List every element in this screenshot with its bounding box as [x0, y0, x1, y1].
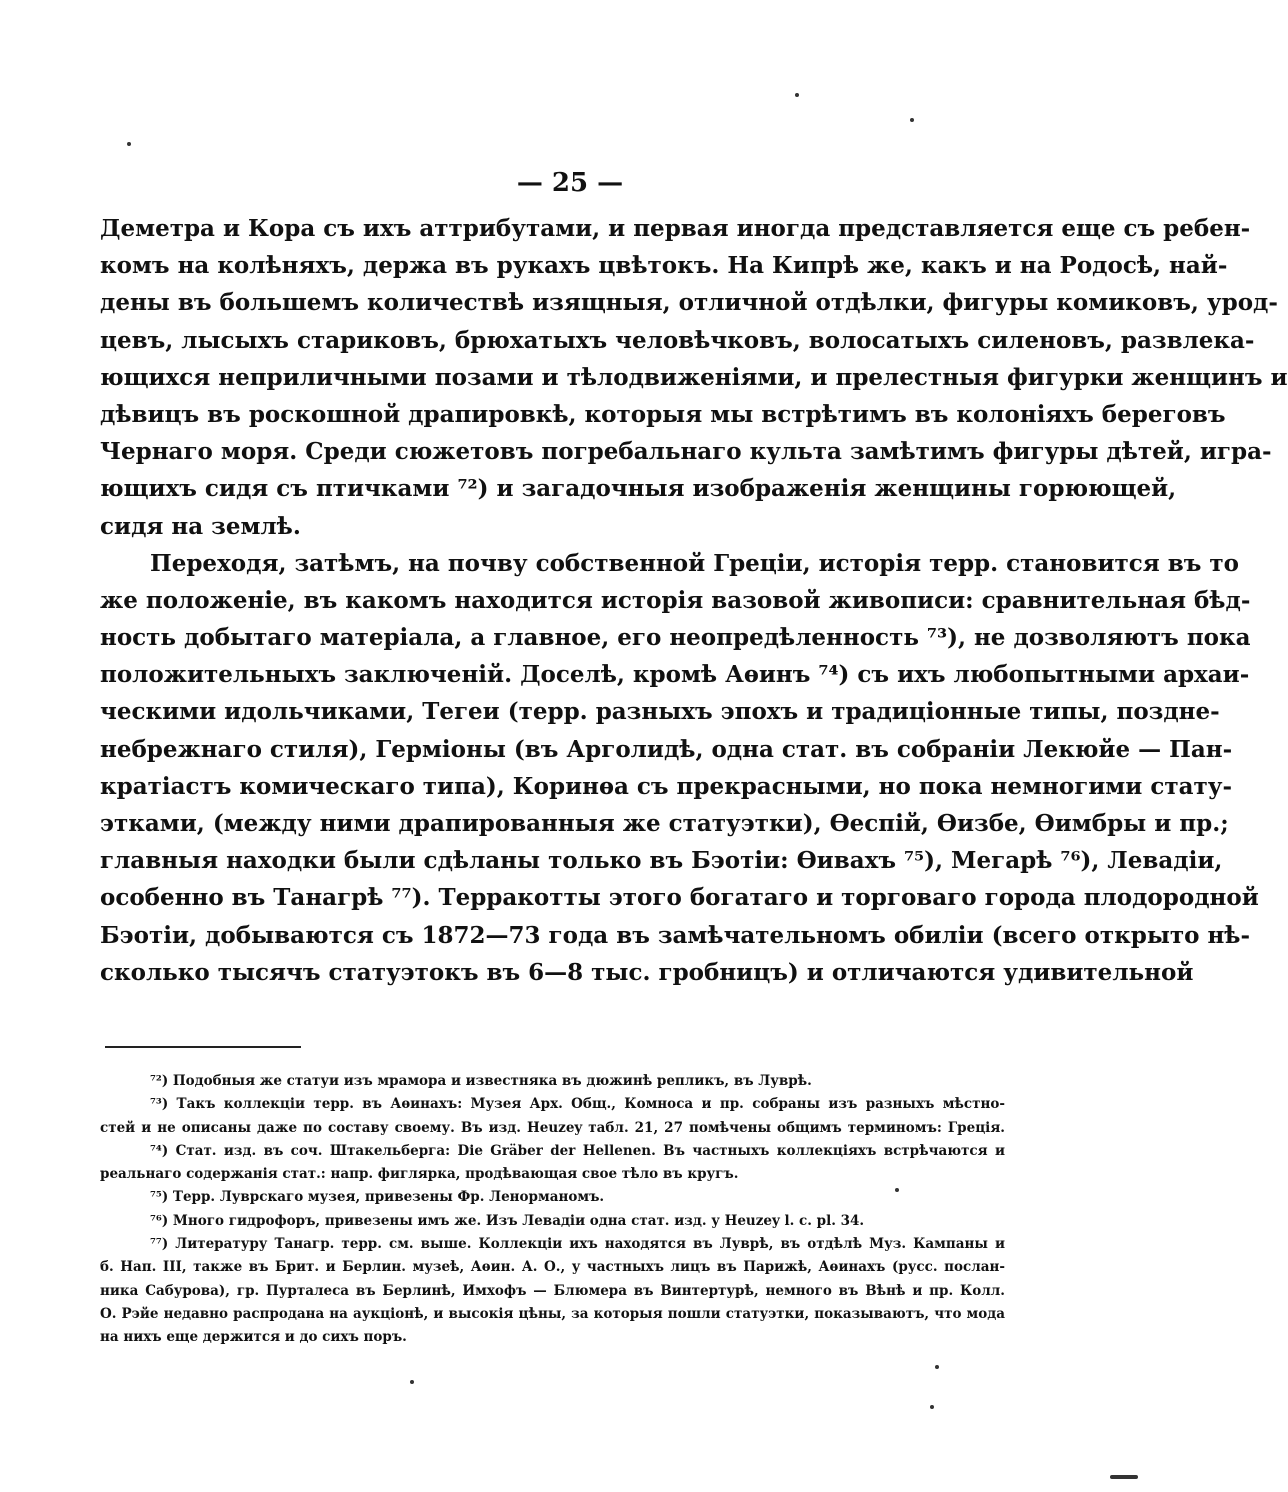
- footnote-line: ⁷⁴) Стат. изд. въ соч. Штакельберга: Die Gräber der Hellenen. Въ частныхъ коллекціяхъ встрѣчаются и: [150, 1142, 1005, 1159]
- text-line: этками, (между ними драпированныя же статуэтки), Ѳеспій, Ѳизбе, Ѳимбры и пр.;: [100, 810, 1229, 837]
- text-line: ющихъ сидя съ птичками ⁷²) и загадочныя изображенія женщины горюющей,: [100, 475, 1177, 503]
- text-line: небрежнаго стиля), Герміоны (въ Арголидѣ, одна стат. въ собраніи Лекюйе — Пан-: [100, 735, 1233, 763]
- text-line: дены въ большемъ количествѣ изящныя, отличной отдѣлки, фигуры комиковъ, урод-: [100, 289, 1278, 317]
- footnote-line: ника Сабурова), гр. Пурталеса въ Берлинѣ, Имхофъ — Блюмера въ Винтертурѣ, немного въ Вѣнѣ и пр. Колл.: [100, 1282, 1005, 1299]
- text-line: главныя находки были сдѣланы только въ Бэотіи: Ѳивахъ ⁷⁵), Мегарѣ ⁷⁶), Левадіи,: [100, 847, 1223, 875]
- text-line: сидя на землѣ.: [100, 512, 301, 540]
- footnote-line: ⁷⁶) Много гидрофоръ, привезены имъ же. Изъ Левадіи одна стат. изд. у Heuzey l. c. pl. 34.: [150, 1212, 865, 1229]
- footnote-line: реальнаго содержанія стат.: напр. фиглярка, продѣвающая свое тѣло въ кругъ.: [100, 1166, 739, 1183]
- footnote-line: ⁷³) Такъ коллекціи терр. въ Аѳинахъ: Музея Арх. Общ., Комноса и пр. собраны изъ разныхъ мѣстно-: [150, 1096, 1005, 1113]
- footnote-line: ⁷²) Подобныя же статуи изъ мрамора и известняка въ дюжинѣ репликъ, въ Луврѣ.: [150, 1073, 812, 1089]
- text-line: Деметра и Кора съ ихъ аттрибутами, и первая иногда представляется еще съ ребен-: [100, 215, 1251, 242]
- footnote-line: стей и не описаны даже по составу своему. Въ изд. Heuzey табл. 21, 27 помѣчены общимъ терминомъ: Греція.: [100, 1119, 1005, 1136]
- scan-speck: [127, 142, 131, 146]
- text-line: Чернаго моря. Среди сюжетовъ погребальнаго культа замѣтимъ фигуры дѣтей, игра-: [100, 438, 1272, 466]
- scan-speck: [895, 1188, 899, 1192]
- scan-speck: [930, 1405, 934, 1409]
- main-text: [100, 210, 1288, 991]
- footnote-separator: [105, 1046, 301, 1048]
- scan-speck: [935, 1365, 939, 1369]
- text-line: Переходя, затѣмъ, на почву собственной Греціи, исторія терр. становится въ то: [150, 549, 1239, 577]
- footnote-line: на нихъ еще держится и до сихъ поръ.: [100, 1329, 407, 1346]
- footnote-line: ⁷⁵) Терр. Луврскаго музея, привезены Фр. Ленорманомъ.: [150, 1189, 605, 1206]
- text-line: же положеніе, въ какомъ находится исторія вазовой живописи: сравнительная бѣд-: [100, 586, 1251, 614]
- text-line: Бэотіи, добываются съ 1872—73 года въ замѣчательномъ обиліи (всего открыто нѣ-: [100, 921, 1251, 949]
- scan-speck: [795, 93, 799, 97]
- text-line: дѣвицъ въ роскошной драпировкѣ, которыя мы встрѣтимъ въ колоніяхъ береговъ: [100, 400, 1226, 428]
- footnote-line: ⁷⁷) Литературу Танагр. терр. см. выше. Коллекціи ихъ находятся въ Луврѣ, въ отдѣлѣ Муз. Кампаны и: [150, 1236, 1005, 1253]
- text-line: положительныхъ заключеній. Доселѣ, кромѣ Аѳинъ ⁷⁴) съ ихъ любопытными архаи-: [100, 661, 1250, 689]
- text-line: ющихся неприличными позами и тѣлодвиженіями, и прелестныя фигурки женщинъ и: [100, 363, 1288, 391]
- page-number: — 25 —: [516, 168, 624, 198]
- scan-speck: [410, 1380, 414, 1384]
- text-line: ческими идольчиками, Тегеи (терр. разныхъ эпохъ и традиціонные типы, поздне-: [100, 698, 1220, 726]
- text-line: комъ на колѣняхъ, держа въ рукахъ цвѣтокъ. На Кипрѣ же, какъ и на Родосѣ, най-: [100, 252, 1228, 280]
- text-line: кратіастъ комическаго типа), Коринѳа съ прекрасными, но пока немногими стату-: [100, 772, 1233, 800]
- text-line: особенно въ Танагрѣ ⁷⁷). Терракотты этого богатаго и торговаго города плодородной: [100, 884, 1259, 912]
- scan-speck: [910, 118, 914, 122]
- footnote-line: б. Нап. III, также въ Брит. и Берлин. музеѣ, Аѳин. А. О., у частныхъ лицъ въ Парижѣ, Аѳинахъ (русс. послан-: [100, 1259, 1005, 1276]
- text-line: сколько тысячъ статуэтокъ въ 6—8 тыс. гробницъ) и отличаются удивительной: [100, 958, 1194, 986]
- text-line: цевъ, лысыхъ стариковъ, брюхатыхъ человѣчковъ, волосатыхъ силеновъ, развлека-: [100, 326, 1255, 354]
- footnotes: [100, 1070, 1005, 1350]
- scan-speck: [1110, 1475, 1138, 1479]
- footnote-line: О. Рэйе недавно распродана на аукціонѣ, и высокія цѣны, за которыя пошли статуэтки, показываютъ, что мода: [100, 1305, 1005, 1322]
- text-line: ность добытаго матеріала, а главное, его неопредѣленность ⁷³), не дозволяютъ пока: [100, 624, 1251, 652]
